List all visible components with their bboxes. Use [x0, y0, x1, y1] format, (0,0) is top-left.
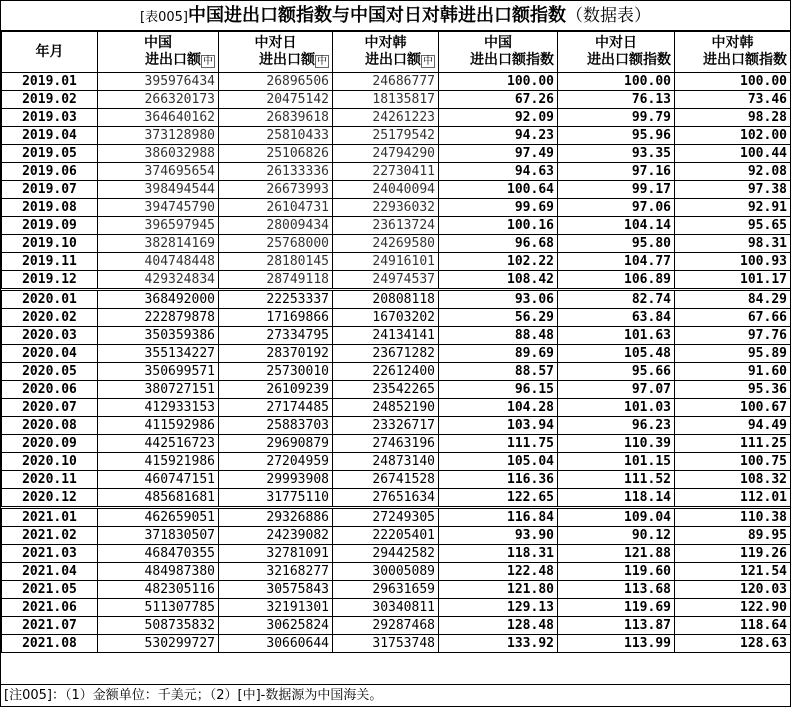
jp-index-cell: 99.79 — [558, 109, 675, 127]
jp-index-cell: 101.63 — [558, 327, 675, 345]
jp-value-cell: 25768000 — [219, 235, 333, 253]
header-cn-index — [439, 32, 558, 73]
jp-index-cell: 104.14 — [558, 217, 675, 235]
header-jp-value-line2: 进出口额 — [259, 51, 315, 68]
jp-value-cell: 28370192 — [219, 345, 333, 363]
cn-value-cell: 394745790 — [98, 199, 219, 217]
header-kr-index-line1: 中对韩 — [711, 35, 754, 51]
kr-value-cell: 24852190 — [333, 399, 439, 417]
jp-index-cell: 101.15 — [558, 453, 675, 471]
table-row — [2, 163, 791, 181]
cn-value-cell: 485681681 — [98, 489, 219, 508]
jp-index-cell: 104.77 — [558, 253, 675, 271]
cn-index-cell: 116.36 — [439, 471, 558, 489]
month-cell: 2019.12 — [2, 271, 98, 290]
cn-index-cell: 103.94 — [439, 417, 558, 435]
jp-index-cell: 119.60 — [558, 563, 675, 581]
title-suffix: （数据表） — [565, 6, 651, 26]
kr-index-cell: 95.89 — [675, 345, 791, 363]
kr-value-cell: 24269580 — [333, 235, 439, 253]
jp-value-cell: 27174485 — [219, 399, 333, 417]
month-cell: 2019.08 — [2, 199, 98, 217]
month-cell: 2020.06 — [2, 381, 98, 399]
header-kr-value-line1: 中对韩 — [364, 34, 407, 51]
kr-value-cell: 27249305 — [333, 508, 439, 527]
header-row — [2, 32, 791, 73]
kr-index-cell: 112.01 — [675, 489, 791, 508]
month-cell: 2019.01 — [2, 73, 98, 91]
cn-index-cell: 102.22 — [439, 253, 558, 271]
header-cn-index-line2: 进出口额指数 — [470, 52, 554, 68]
month-cell: 2021.04 — [2, 563, 98, 581]
kr-value-cell: 29442582 — [333, 545, 439, 563]
kr-value-cell: 30340811 — [333, 599, 439, 617]
jp-value-cell: 25730010 — [219, 363, 333, 381]
table-title — [1, 1, 790, 31]
kr-index-cell: 95.36 — [675, 381, 791, 399]
source-badge: 中 — [423, 55, 433, 67]
month-cell: 2020.01 — [2, 290, 98, 309]
kr-index-cell: 118.64 — [675, 617, 791, 635]
month-cell: 2020.12 — [2, 489, 98, 508]
month-cell: 2020.10 — [2, 453, 98, 471]
cn-value-cell: 411592986 — [98, 417, 219, 435]
kr-value-cell: 23542265 — [333, 381, 439, 399]
month-cell: 2020.04 — [2, 345, 98, 363]
month-cell: 2019.05 — [2, 145, 98, 163]
cn-value-cell: 442516723 — [98, 435, 219, 453]
cn-value-cell: 374695654 — [98, 163, 219, 181]
cn-value-cell: 380727151 — [98, 381, 219, 399]
source-badge: 中 — [203, 55, 213, 67]
header-jp-index — [558, 32, 675, 73]
kr-index-cell: 121.54 — [675, 563, 791, 581]
jp-value-cell: 32781091 — [219, 545, 333, 563]
cn-index-cell: 56.29 — [439, 309, 558, 327]
jp-index-cell: 106.89 — [558, 271, 675, 290]
cn-index-cell: 111.75 — [439, 435, 558, 453]
table-note: [注005]：（1）金额单位：千美元；（2）[中]-数据源为中国海关。 — [1, 684, 791, 707]
kr-value-cell: 24916101 — [333, 253, 439, 271]
kr-index-cell: 89.95 — [675, 527, 791, 545]
cn-value-cell: 396597945 — [98, 217, 219, 235]
cn-value-cell: 460747151 — [98, 471, 219, 489]
cn-index-cell: 93.06 — [439, 290, 558, 309]
cn-value-cell: 462659051 — [98, 508, 219, 527]
source-badge: 中 — [317, 55, 327, 67]
kr-value-cell: 22205401 — [333, 527, 439, 545]
kr-index-cell: 120.03 — [675, 581, 791, 599]
jp-index-cell: 113.68 — [558, 581, 675, 599]
kr-index-cell: 111.25 — [675, 435, 791, 453]
cn-value-cell: 350699571 — [98, 363, 219, 381]
cn-index-cell: 88.57 — [439, 363, 558, 381]
table-row — [2, 91, 791, 109]
header-cn-value-line2: 进出口额 — [145, 51, 201, 68]
cn-index-cell: 97.49 — [439, 145, 558, 163]
table-tag: [表005] — [140, 10, 188, 25]
kr-index-cell: 110.38 — [675, 508, 791, 527]
cn-index-cell: 88.48 — [439, 327, 558, 345]
cn-index-cell: 104.28 — [439, 399, 558, 417]
jp-value-cell: 31775110 — [219, 489, 333, 508]
cn-value-cell: 382814169 — [98, 235, 219, 253]
table-row — [2, 253, 791, 271]
cn-index-cell: 116.84 — [439, 508, 558, 527]
jp-value-cell: 20475142 — [219, 91, 333, 109]
cn-index-cell: 122.65 — [439, 489, 558, 508]
month-cell: 2021.08 — [2, 635, 98, 653]
header-jp-value-line1: 中对日 — [254, 34, 297, 51]
month-cell: 2020.05 — [2, 363, 98, 381]
table-row — [2, 399, 791, 417]
month-cell: 2021.06 — [2, 599, 98, 617]
jp-value-cell: 17169866 — [219, 309, 333, 327]
month-cell: 2019.10 — [2, 235, 98, 253]
cn-value-cell: 511307785 — [98, 599, 219, 617]
kr-value-cell: 24794290 — [333, 145, 439, 163]
table-row — [2, 235, 791, 253]
cn-value-cell: 386032988 — [98, 145, 219, 163]
jp-value-cell: 25106826 — [219, 145, 333, 163]
jp-index-cell: 90.12 — [558, 527, 675, 545]
kr-index-cell: 119.26 — [675, 545, 791, 563]
cn-index-cell: 96.68 — [439, 235, 558, 253]
cn-value-cell: 222879878 — [98, 309, 219, 327]
kr-index-cell: 92.08 — [675, 163, 791, 181]
month-cell: 2020.09 — [2, 435, 98, 453]
cn-value-cell: 530299727 — [98, 635, 219, 653]
jp-index-cell: 63.84 — [558, 309, 675, 327]
jp-index-cell: 110.39 — [558, 435, 675, 453]
kr-value-cell: 22936032 — [333, 199, 439, 217]
kr-value-cell: 24974537 — [333, 271, 439, 290]
kr-value-cell: 20808118 — [333, 290, 439, 309]
jp-index-cell: 82.74 — [558, 290, 675, 309]
title-main: 中国进出口额指数与中国对日对韩进出口额指数 — [187, 5, 566, 26]
jp-index-cell: 96.23 — [558, 417, 675, 435]
jp-index-cell: 97.06 — [558, 199, 675, 217]
table-row — [2, 453, 791, 471]
table-row — [2, 489, 791, 508]
cn-value-cell: 412933153 — [98, 399, 219, 417]
cn-value-cell: 395976434 — [98, 73, 219, 91]
jp-value-cell: 24239082 — [219, 527, 333, 545]
kr-value-cell: 23613724 — [333, 217, 439, 235]
month-cell: 2021.03 — [2, 545, 98, 563]
month-cell: 2019.11 — [2, 253, 98, 271]
jp-value-cell: 27334795 — [219, 327, 333, 345]
jp-value-cell: 26839618 — [219, 109, 333, 127]
jp-value-cell: 28180145 — [219, 253, 333, 271]
cn-value-cell: 364640162 — [98, 109, 219, 127]
kr-index-cell: 95.65 — [675, 217, 791, 235]
kr-index-cell: 84.29 — [675, 290, 791, 309]
jp-index-cell: 113.87 — [558, 617, 675, 635]
jp-value-cell: 26104731 — [219, 199, 333, 217]
jp-value-cell: 29690879 — [219, 435, 333, 453]
kr-index-cell: 73.46 — [675, 91, 791, 109]
table-row — [2, 73, 791, 91]
cn-value-cell: 398494544 — [98, 181, 219, 199]
month-cell: 2020.02 — [2, 309, 98, 327]
cn-index-cell: 121.80 — [439, 581, 558, 599]
jp-index-cell: 95.96 — [558, 127, 675, 145]
cn-index-cell: 93.90 — [439, 527, 558, 545]
month-cell: 2021.01 — [2, 508, 98, 527]
jp-index-cell: 99.17 — [558, 181, 675, 199]
kr-value-cell: 25179542 — [333, 127, 439, 145]
jp-value-cell: 27204959 — [219, 453, 333, 471]
table-row — [2, 290, 791, 309]
header-kr-index-line2: 进出口额指数 — [703, 52, 787, 68]
jp-value-cell: 25810433 — [219, 127, 333, 145]
cn-value-cell: 371830507 — [98, 527, 219, 545]
jp-value-cell: 32191301 — [219, 599, 333, 617]
kr-value-cell: 24261223 — [333, 109, 439, 127]
month-cell: 2021.07 — [2, 617, 98, 635]
jp-index-cell: 95.80 — [558, 235, 675, 253]
cn-index-cell: 89.69 — [439, 345, 558, 363]
jp-index-cell: 121.88 — [558, 545, 675, 563]
jp-value-cell: 26673993 — [219, 181, 333, 199]
jp-value-cell: 26109239 — [219, 381, 333, 399]
cn-index-cell: 108.42 — [439, 271, 558, 290]
jp-index-cell: 105.48 — [558, 345, 675, 363]
jp-value-cell: 25883703 — [219, 417, 333, 435]
cn-index-cell: 100.16 — [439, 217, 558, 235]
cn-index-cell: 133.92 — [439, 635, 558, 653]
cn-value-cell: 508735832 — [98, 617, 219, 635]
month-cell: 2019.03 — [2, 109, 98, 127]
cn-value-cell: 482305116 — [98, 581, 219, 599]
kr-value-cell: 29287468 — [333, 617, 439, 635]
header-kr-index — [675, 32, 791, 73]
table-row — [2, 309, 791, 327]
kr-index-cell: 94.49 — [675, 417, 791, 435]
header-month: 年月 — [2, 32, 98, 73]
jp-value-cell: 32168277 — [219, 563, 333, 581]
kr-index-cell: 97.76 — [675, 327, 791, 345]
kr-index-cell: 100.44 — [675, 145, 791, 163]
table-row — [2, 508, 791, 527]
jp-value-cell: 30625824 — [219, 617, 333, 635]
cn-value-cell: 415921986 — [98, 453, 219, 471]
table-row — [2, 217, 791, 235]
jp-index-cell: 113.99 — [558, 635, 675, 653]
header-cn-value — [98, 32, 219, 73]
kr-value-cell: 24134141 — [333, 327, 439, 345]
header-jp-value — [219, 32, 333, 73]
kr-value-cell: 27651634 — [333, 489, 439, 508]
jp-value-cell: 29993908 — [219, 471, 333, 489]
kr-value-cell: 23326717 — [333, 417, 439, 435]
cn-value-cell: 355134227 — [98, 345, 219, 363]
kr-value-cell: 26741528 — [333, 471, 439, 489]
cn-value-cell: 373128980 — [98, 127, 219, 145]
kr-index-cell: 92.91 — [675, 199, 791, 217]
jp-index-cell: 95.66 — [558, 363, 675, 381]
cn-value-cell: 484987380 — [98, 563, 219, 581]
month-cell: 2019.06 — [2, 163, 98, 181]
table-row — [2, 181, 791, 199]
table-row — [2, 345, 791, 363]
header-cn-index-line1: 中国 — [484, 35, 512, 51]
kr-index-cell: 108.32 — [675, 471, 791, 489]
jp-index-cell: 97.07 — [558, 381, 675, 399]
table-row — [2, 545, 791, 563]
cn-value-cell: 368492000 — [98, 290, 219, 309]
kr-value-cell: 29631659 — [333, 581, 439, 599]
month-cell: 2020.11 — [2, 471, 98, 489]
kr-index-cell: 100.67 — [675, 399, 791, 417]
month-cell: 2019.07 — [2, 181, 98, 199]
kr-value-cell: 24040094 — [333, 181, 439, 199]
cn-index-cell: 129.13 — [439, 599, 558, 617]
cn-index-cell: 96.15 — [439, 381, 558, 399]
jp-value-cell: 29326886 — [219, 508, 333, 527]
kr-value-cell: 22730411 — [333, 163, 439, 181]
kr-value-cell: 18135817 — [333, 91, 439, 109]
table-body — [2, 73, 791, 653]
cn-index-cell: 128.48 — [439, 617, 558, 635]
month-cell: 2019.02 — [2, 91, 98, 109]
kr-index-cell: 98.31 — [675, 235, 791, 253]
kr-value-cell: 24873140 — [333, 453, 439, 471]
kr-index-cell: 97.38 — [675, 181, 791, 199]
table-row — [2, 471, 791, 489]
jp-index-cell: 101.03 — [558, 399, 675, 417]
cn-index-cell: 105.04 — [439, 453, 558, 471]
jp-index-cell: 111.52 — [558, 471, 675, 489]
table-row — [2, 109, 791, 127]
cn-index-cell: 94.63 — [439, 163, 558, 181]
table-row — [2, 563, 791, 581]
jp-index-cell: 109.04 — [558, 508, 675, 527]
table-row — [2, 617, 791, 635]
header-jp-index-line1: 中对日 — [595, 35, 637, 51]
jp-value-cell: 30575843 — [219, 581, 333, 599]
kr-value-cell: 31753748 — [333, 635, 439, 653]
table-row — [2, 271, 791, 290]
table-row — [2, 599, 791, 617]
kr-index-cell: 102.00 — [675, 127, 791, 145]
jp-value-cell: 30660644 — [219, 635, 333, 653]
jp-value-cell: 28009434 — [219, 217, 333, 235]
cn-index-cell: 67.26 — [439, 91, 558, 109]
kr-value-cell: 27463196 — [333, 435, 439, 453]
cn-index-cell: 94.23 — [439, 127, 558, 145]
table-row — [2, 381, 791, 399]
jp-value-cell: 26133336 — [219, 163, 333, 181]
cn-value-cell: 468470355 — [98, 545, 219, 563]
header-cn-value-line1: 中国 — [144, 34, 172, 51]
table-row — [2, 127, 791, 145]
kr-value-cell: 22612400 — [333, 363, 439, 381]
month-cell: 2020.03 — [2, 327, 98, 345]
table-row — [2, 327, 791, 345]
table-row — [2, 363, 791, 381]
kr-value-cell: 16703202 — [333, 309, 439, 327]
month-cell: 2020.07 — [2, 399, 98, 417]
jp-index-cell: 93.35 — [558, 145, 675, 163]
jp-index-cell: 118.14 — [558, 489, 675, 508]
month-cell: 2021.05 — [2, 581, 98, 599]
month-cell: 2020.08 — [2, 417, 98, 435]
table-row — [2, 417, 791, 435]
kr-index-cell: 122.90 — [675, 599, 791, 617]
jp-value-cell: 26896506 — [219, 73, 333, 91]
jp-value-cell: 22253337 — [219, 290, 333, 309]
month-cell: 2021.02 — [2, 527, 98, 545]
header-kr-value-line2: 进出口额 — [365, 51, 421, 68]
kr-index-cell: 128.63 — [675, 635, 791, 653]
kr-value-cell: 30005089 — [333, 563, 439, 581]
kr-index-cell: 100.75 — [675, 453, 791, 471]
table-row — [2, 527, 791, 545]
kr-index-cell: 100.93 — [675, 253, 791, 271]
cn-index-cell: 100.00 — [439, 73, 558, 91]
cn-value-cell: 429324834 — [98, 271, 219, 290]
header-kr-value — [333, 32, 439, 73]
kr-index-cell: 67.66 — [675, 309, 791, 327]
cn-value-cell: 266320173 — [98, 91, 219, 109]
cn-index-cell: 122.48 — [439, 563, 558, 581]
kr-value-cell: 23671282 — [333, 345, 439, 363]
jp-index-cell: 97.16 — [558, 163, 675, 181]
table-row — [2, 199, 791, 217]
cn-value-cell: 350359386 — [98, 327, 219, 345]
kr-index-cell: 100.00 — [675, 73, 791, 91]
kr-index-cell: 91.60 — [675, 363, 791, 381]
jp-index-cell: 119.69 — [558, 599, 675, 617]
kr-index-cell: 98.28 — [675, 109, 791, 127]
jp-value-cell: 28749118 — [219, 271, 333, 290]
jp-index-cell: 76.13 — [558, 91, 675, 109]
jp-index-cell: 100.00 — [558, 73, 675, 91]
table-row — [2, 635, 791, 653]
cn-index-cell: 99.69 — [439, 199, 558, 217]
header-jp-index-line2: 进出口额指数 — [587, 52, 671, 68]
table-row — [2, 581, 791, 599]
kr-index-cell: 101.17 — [675, 271, 791, 290]
cn-index-cell: 118.31 — [439, 545, 558, 563]
table-row — [2, 145, 791, 163]
data-table — [1, 31, 791, 653]
cn-index-cell: 100.64 — [439, 181, 558, 199]
cn-index-cell: 92.09 — [439, 109, 558, 127]
cn-value-cell: 404748448 — [98, 253, 219, 271]
kr-value-cell: 24686777 — [333, 73, 439, 91]
month-cell: 2019.09 — [2, 217, 98, 235]
table-row — [2, 435, 791, 453]
month-cell: 2019.04 — [2, 127, 98, 145]
